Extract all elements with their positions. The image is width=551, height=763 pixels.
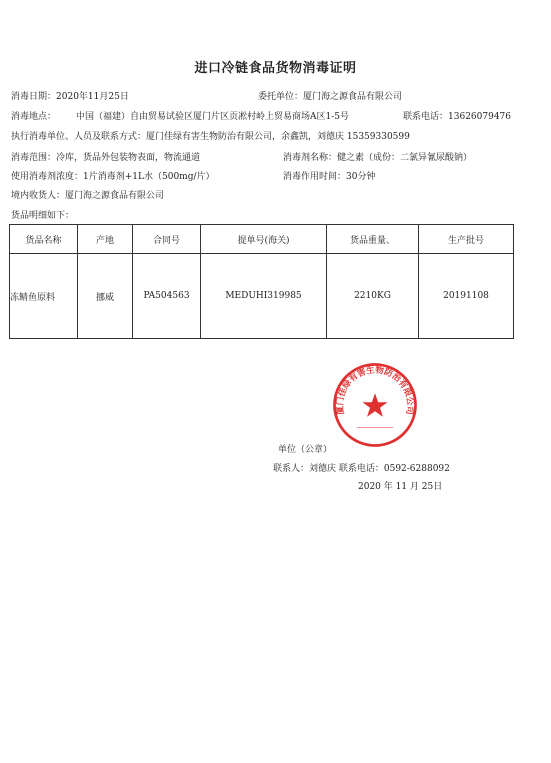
client-value: 厦门海之源食品有限公司 bbox=[303, 92, 403, 102]
header-batch-no: 生产批号 bbox=[419, 225, 514, 254]
client-label: 委托单位： bbox=[258, 92, 304, 102]
duration bbox=[283, 169, 375, 182]
header-contract-no: 合同号 bbox=[133, 225, 201, 254]
header-goods-name: 货品名称 bbox=[10, 225, 78, 254]
contact-phone bbox=[403, 109, 511, 122]
document-title: 进口冷链食品货物消毒证明 bbox=[194, 61, 357, 76]
details-label: 货品明细如下： bbox=[11, 211, 75, 221]
disinfectant-name bbox=[283, 150, 472, 163]
executor-value: 厦门佳绿有害生物防治有限公司，余鑫凯，刘德庆 15359330599 bbox=[146, 132, 410, 142]
cell-origin: 挪威 bbox=[78, 254, 133, 339]
table-row bbox=[10, 254, 514, 339]
table-header-row bbox=[10, 225, 514, 254]
concentration-value: 1片消毒剂+1L水（500mg/片） bbox=[83, 172, 215, 182]
concentration bbox=[11, 169, 215, 182]
header-weight: 货品重量、 bbox=[327, 225, 419, 254]
cell-bill-of-lading: MEDUHI319985 bbox=[201, 254, 327, 339]
location-value: 中国（福建）自由贸易试验区厦门片区贡凇村岭上贸易商场A区1-5号 bbox=[76, 112, 350, 122]
receiver-label: 境内收货人： bbox=[11, 191, 66, 201]
scope-value: 冷库，货品外包装物表面，物流通道 bbox=[56, 153, 201, 163]
contact-phone-label: 联系电话： bbox=[403, 112, 449, 122]
receiver-value: 厦门海之源食品有限公司 bbox=[65, 191, 165, 201]
cell-weight: 2210KG bbox=[327, 254, 419, 339]
cell-batch-no: 20191108 bbox=[419, 254, 514, 339]
seal-text: 厦门佳绿有害生物防治有限公司 bbox=[335, 365, 415, 416]
receiver bbox=[11, 188, 164, 201]
signature-date: 2020 年 11 月 25日 bbox=[358, 482, 443, 492]
duration-value: 30分钟 bbox=[346, 172, 376, 182]
duration-label: 消毒作用时间： bbox=[283, 172, 347, 182]
header-origin: 产地 bbox=[78, 225, 133, 254]
concentration-label: 使用消毒剂浓度： bbox=[11, 172, 84, 182]
executor bbox=[11, 129, 410, 142]
signature-contact: 联系人：刘德庆 联系电话：0592-6288092 bbox=[273, 464, 450, 474]
agent-label: 消毒剂名称： bbox=[283, 153, 338, 163]
disinfection-location bbox=[11, 109, 349, 122]
goods-table bbox=[9, 224, 514, 339]
location-label: 消毒地点： bbox=[11, 112, 57, 122]
cell-contract-no: PA504563 bbox=[133, 254, 201, 339]
scope-label: 消毒范围： bbox=[11, 153, 57, 163]
disinfection-date bbox=[11, 89, 129, 102]
contact-phone-value: 13626079476 bbox=[448, 112, 512, 122]
disinfection-scope bbox=[11, 150, 200, 163]
client-unit bbox=[258, 89, 402, 102]
header-bill-of-lading: 提单号(海关) bbox=[201, 225, 327, 254]
unit-seal-label: 单位（公章） bbox=[278, 445, 333, 455]
date-value: 2020年11月25日 bbox=[56, 92, 129, 102]
official-seal-icon bbox=[330, 360, 420, 450]
date-label: 消毒日期： bbox=[11, 92, 57, 102]
cell-goods-name: 冻鲭鱼原料 bbox=[10, 254, 78, 339]
agent-value: 健之素（成份：二氯异氰尿酸钠） bbox=[337, 153, 473, 163]
executor-label: 执行消毒单位、人员及联系方式： bbox=[11, 132, 147, 142]
